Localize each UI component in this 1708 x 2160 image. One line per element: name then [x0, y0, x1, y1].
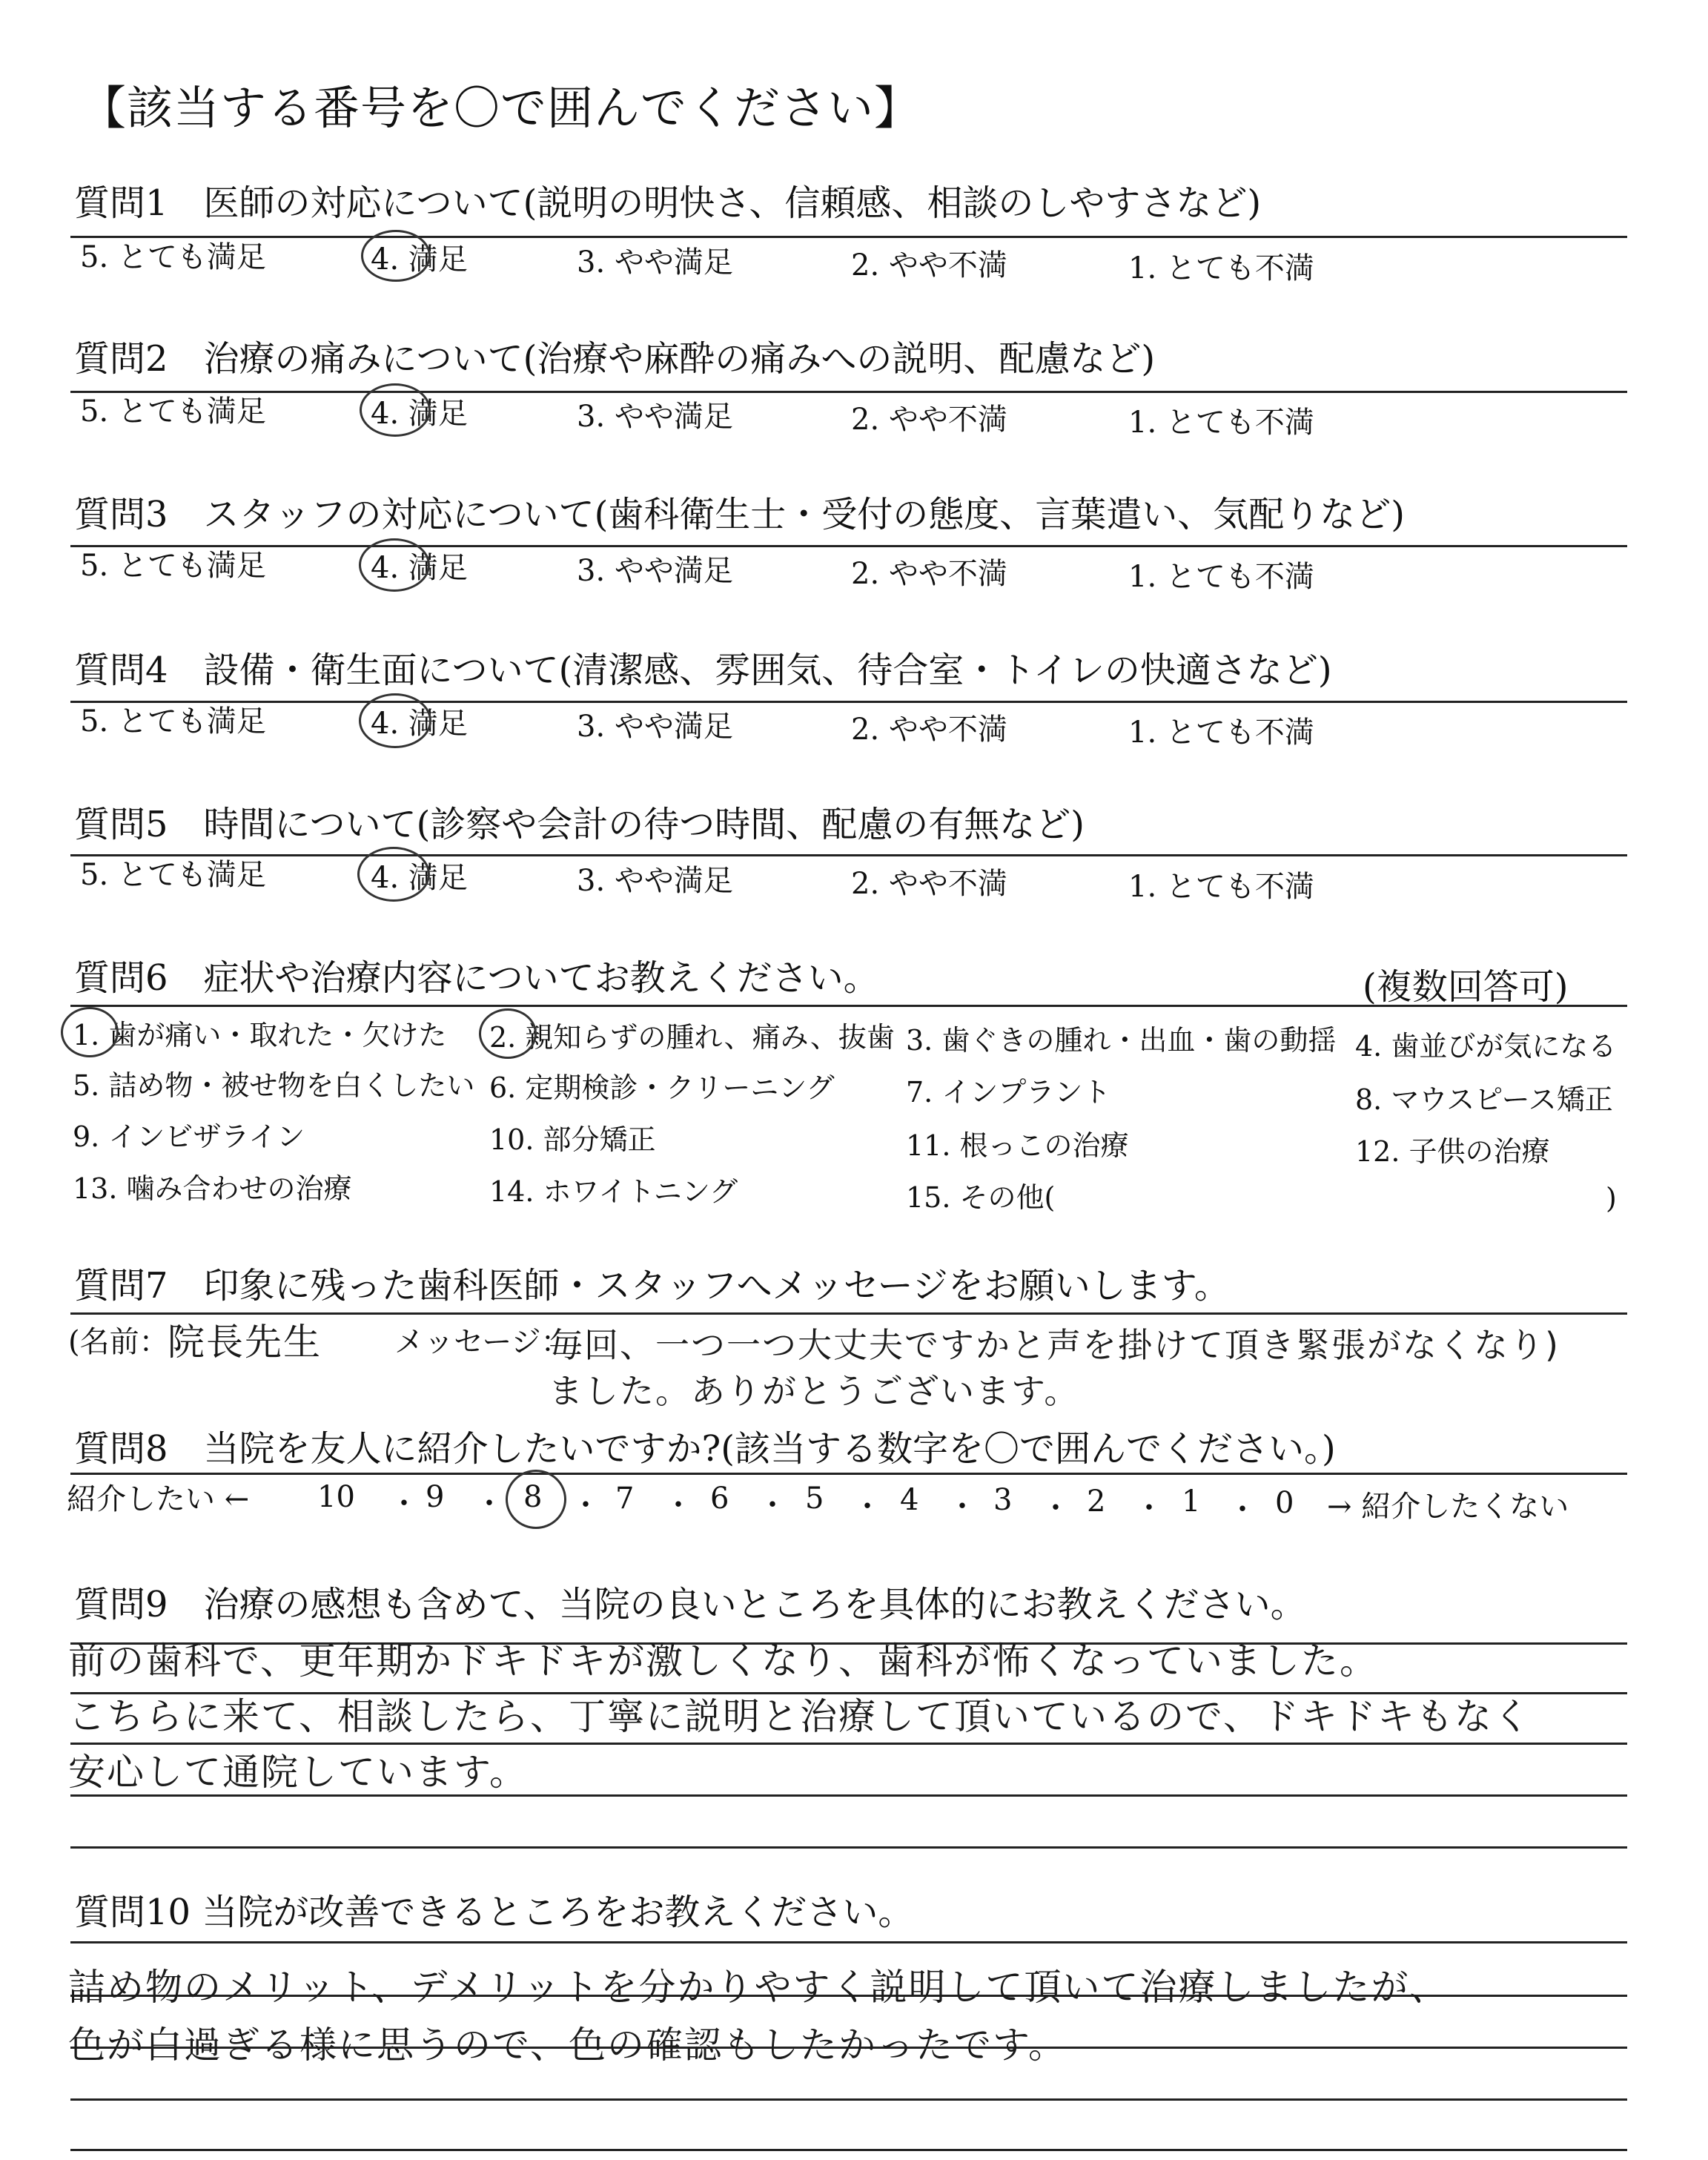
rating-option-3[interactable]: 3. やや満足 [577, 710, 733, 744]
scale-4[interactable]: 4 [900, 1483, 919, 1517]
rating-option-4[interactable]: 4. 満足 [371, 242, 468, 277]
selected-circle-mark [479, 1008, 537, 1059]
rating-option-2[interactable]: 2. やや不満 [851, 248, 1007, 283]
message-line-1[interactable]: 毎回、一つ一つ大丈夫ですかと声を掛けて頂き緊張がなくなり) [549, 1325, 1560, 1365]
divider [70, 545, 1627, 547]
scale-0[interactable]: 0 [1275, 1486, 1294, 1520]
symptom-option-4[interactable]: 4. 歯並びが気になる [1355, 1030, 1617, 1063]
scale-dot: ・ [474, 1487, 504, 1521]
answer-text-line-1[interactable]: 詰め物のメリット、デメリットを分かりやすく説明して頂いて治療しましたが、 [68, 1966, 1449, 2009]
symptom-option-12[interactable]: 12. 子供の治療 [1355, 1135, 1550, 1168]
rating-option-3[interactable]: 3. やや満足 [577, 400, 733, 434]
symptom-option-13[interactable]: 13. 噛み合わせの治療 [73, 1172, 352, 1205]
symptom-option-1[interactable]: 1. 歯が痛い・取れた・欠けた [73, 1019, 447, 1051]
selected-circle-mark [357, 847, 430, 902]
scale-1[interactable]: 1 [1182, 1484, 1201, 1519]
divider [70, 854, 1627, 856]
symptom-option-10[interactable]: 10. 部分矯正 [489, 1123, 656, 1156]
symptom-option-6[interactable]: 6. 定期検診・クリーニング [489, 1071, 835, 1104]
rating-option-5[interactable]: 5. とても満足 [80, 240, 266, 274]
scale-9[interactable]: 9 [426, 1480, 445, 1514]
rating-option-4[interactable]: 4. 満足 [371, 551, 468, 585]
recommend-right-label: → 紹介したくない [1327, 1490, 1569, 1524]
symptom-option-15[interactable]: 15. その他( [906, 1181, 1056, 1214]
rating-option-3[interactable]: 3. やや満足 [577, 245, 733, 280]
question-title: 質問9 治療の感想も含めて、当院の良いところを具体的にお教えください。 [74, 1584, 1306, 1625]
rating-option-2[interactable]: 2. やや不満 [851, 713, 1007, 747]
other-close-paren: ) [1606, 1182, 1617, 1215]
scale-8[interactable]: 8 [523, 1480, 543, 1514]
scale-dot: ・ [1228, 1493, 1257, 1527]
question-title: 質問1 医師の対応について(説明の明快さ、信頼感、相談のしやすさなど) [74, 182, 1262, 224]
rating-option-3[interactable]: 3. やや満足 [577, 554, 733, 588]
answer-text-line-1[interactable]: 前の歯科で、更年期かドキドキが激しくなり、歯科が怖くなっていました。 [68, 1639, 1378, 1682]
multiple-answer-note: (複数回答可) [1363, 966, 1569, 1008]
scale-10[interactable]: 10 [317, 1480, 355, 1514]
question-title: 質問4 設備・衛生面について(清潔感、雰囲気、待合室・トイレの快適さなど) [74, 650, 1332, 691]
rating-option-1[interactable]: 1. とても不満 [1128, 716, 1314, 750]
scale-dot: ・ [758, 1488, 787, 1522]
rating-option-2[interactable]: 2. やや不満 [851, 867, 1007, 901]
scale-dot: ・ [663, 1488, 693, 1522]
symptom-option-3[interactable]: 3. 歯ぐきの腫れ・出血・歯の動揺 [906, 1024, 1337, 1057]
scale-dot: ・ [571, 1488, 600, 1522]
rating-option-4[interactable]: 4. 満足 [371, 397, 468, 431]
question-title: 質問3 スタッフの対応について(歯科衛生士・受付の態度、言葉遣い、気配りなど) [74, 494, 1406, 535]
selected-circle-mark [359, 538, 430, 592]
rating-option-4[interactable]: 4. 満足 [371, 707, 468, 741]
scale-3[interactable]: 3 [993, 1483, 1013, 1517]
symptom-option-11[interactable]: 11. 根っこの治療 [906, 1129, 1129, 1162]
answer-line [70, 1941, 1627, 1943]
selected-circle-mark [360, 383, 431, 437]
scale-7[interactable]: 7 [615, 1482, 635, 1516]
selected-circle-mark [61, 1007, 119, 1057]
rating-option-2[interactable]: 2. やや不満 [851, 403, 1007, 437]
divider [70, 701, 1627, 703]
rating-option-1[interactable]: 1. とても不満 [1128, 251, 1314, 285]
form-header: 【該当する番号を〇で囲んでください】 [80, 81, 921, 135]
answer-line [70, 2149, 1627, 2151]
answer-line [70, 2098, 1627, 2101]
message-line-2[interactable]: ました。ありがとうございます。 [549, 1371, 1080, 1411]
question-title: 質問6 症状や治療内容についてお教えください。 [74, 957, 879, 999]
name-value[interactable]: 院長先生 [168, 1321, 322, 1364]
rating-option-1[interactable]: 1. とても不満 [1128, 560, 1314, 594]
scale-dot: ・ [853, 1490, 882, 1524]
scale-2[interactable]: 2 [1087, 1484, 1106, 1519]
question-title: 質問7 印象に残った歯科医師・スタッフへメッセージをお願いします。 [74, 1265, 1230, 1307]
answer-text-line-3[interactable]: 安心して通院しています。 [68, 1751, 528, 1794]
scale-5[interactable]: 5 [805, 1482, 824, 1516]
rating-option-3[interactable]: 3. やや満足 [577, 864, 733, 898]
rating-option-5[interactable]: 5. とても満足 [80, 549, 266, 583]
divider [70, 1473, 1627, 1475]
message-label: メッセージ： [394, 1325, 571, 1359]
selected-circle-mark [361, 230, 431, 282]
answer-text-line-2[interactable]: 色が白過ぎる様に思うので、色の確認もしたかったです。 [68, 2024, 1067, 2067]
question-title: 質問8 当院を友人に紹介したいですか?(該当する数字を〇で囲んでください。) [74, 1428, 1336, 1470]
scale-dot: ・ [947, 1490, 977, 1524]
question-title: 質問5 時間について(診察や会計の待つ時間、配慮の有無など) [74, 804, 1085, 845]
question-title: 質問2 治療の痛みについて(治療や麻酔の痛みへの説明、配慮など) [74, 338, 1156, 380]
question-title: 質問10 当院が改善できるところをお教えください。 [74, 1892, 914, 1933]
scale-dot: ・ [1041, 1491, 1070, 1525]
rating-option-5[interactable]: 5. とても満足 [80, 394, 266, 429]
symptom-option-14[interactable]: 14. ホワイトニング [489, 1175, 738, 1208]
divider [70, 1005, 1627, 1007]
scale-6[interactable]: 6 [710, 1482, 729, 1516]
rating-option-5[interactable]: 5. とても満足 [80, 704, 266, 739]
scale-dot: ・ [1134, 1491, 1164, 1525]
symptom-option-7[interactable]: 7. インプラント [906, 1076, 1111, 1109]
symptom-option-8[interactable]: 8. マウスピース矯正 [1355, 1083, 1613, 1116]
selected-circle-mark [359, 693, 431, 748]
symptom-option-2[interactable]: 2. 親知らずの腫れ、痛み、抜歯 [489, 1021, 895, 1054]
symptom-option-9[interactable]: 9. インビザライン [73, 1120, 305, 1153]
answer-text-line-2[interactable]: こちらに来て、相談したら、丁寧に説明と治療して頂いているので、ドキドキもなく [68, 1695, 1532, 1738]
rating-option-2[interactable]: 2. やや不満 [851, 557, 1007, 591]
rating-option-1[interactable]: 1. とても不満 [1128, 406, 1314, 440]
rating-option-1[interactable]: 1. とても不満 [1128, 870, 1314, 904]
divider [70, 391, 1627, 393]
rating-option-4[interactable]: 4. 満足 [371, 861, 468, 895]
scale-dot: ・ [389, 1487, 419, 1521]
symptom-option-5[interactable]: 5. 詰め物・被せ物を白くしたい [73, 1069, 475, 1102]
answer-line [70, 1846, 1627, 1849]
divider [70, 236, 1627, 238]
selected-circle-mark [506, 1470, 566, 1529]
recommend-left-label: 紹介したい ← [67, 1482, 250, 1516]
name-label: (名前： [68, 1325, 169, 1359]
rating-option-5[interactable]: 5. とても満足 [80, 858, 266, 892]
